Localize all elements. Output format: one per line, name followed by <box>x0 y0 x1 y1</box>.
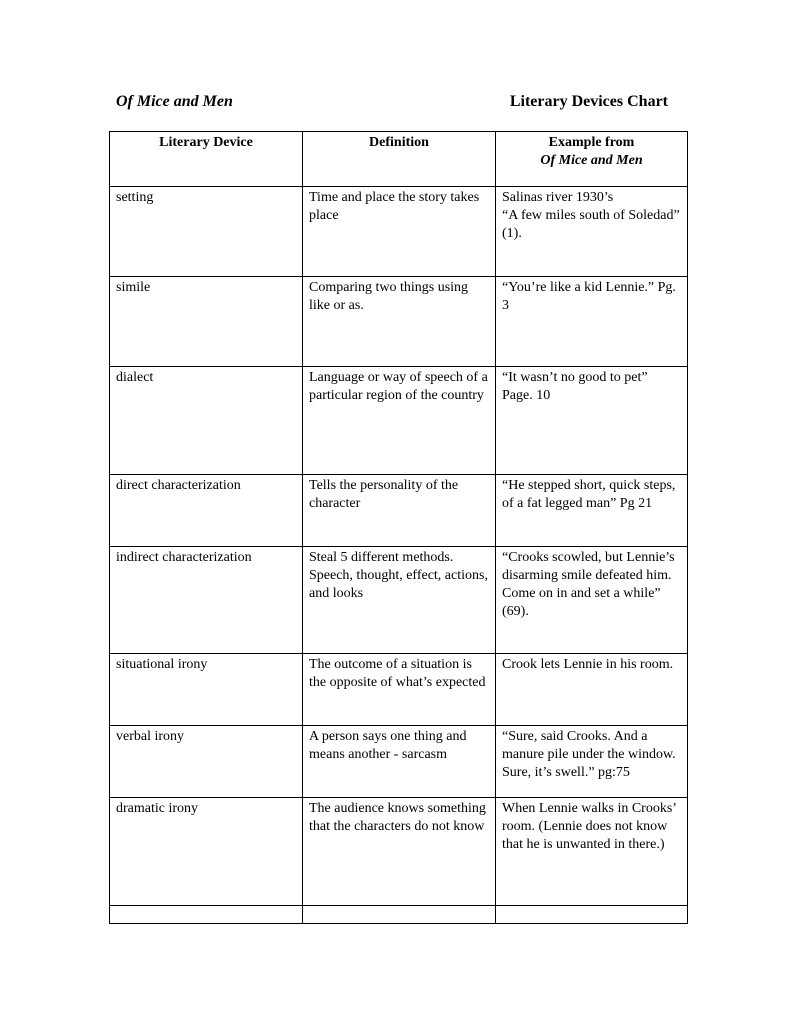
table-row <box>110 798 688 906</box>
table-row <box>110 475 688 547</box>
table-row <box>110 367 688 475</box>
device-cell: direct characterization <box>110 475 303 547</box>
column-header-example-line2: Of Mice and Men <box>540 153 643 168</box>
device-cell: dialect <box>110 367 303 475</box>
definition-cell: Language or way of speech of a particular region of the country <box>303 367 496 475</box>
device-cell: indirect characterization <box>110 547 303 654</box>
device-cell: verbal irony <box>110 726 303 798</box>
definition-cell: The audience knows something that the characters do not know <box>303 798 496 906</box>
device-cell <box>110 906 303 924</box>
example-cell: Crook lets Lennie in his room. <box>496 654 688 726</box>
definition-cell: A person says one thing and means another - sarcasm <box>303 726 496 798</box>
example-cell: When Lennie walks in Crooks’ room. (Lennie does not know that he is unwanted in there.) <box>496 798 688 906</box>
table-header-row <box>110 132 688 187</box>
column-header-example-line1: Example from <box>548 135 635 150</box>
definition-cell: Time and place the story takes place <box>303 187 496 277</box>
definition-cell: Comparing two things using like or as. <box>303 277 496 367</box>
table-row <box>110 726 688 798</box>
example-cell: “He stepped short, quick steps, of a fat legged man” Pg 21 <box>496 475 688 547</box>
device-cell: dramatic irony <box>110 798 303 906</box>
table-row <box>110 654 688 726</box>
table-row <box>110 547 688 654</box>
table-row <box>110 187 688 277</box>
document-title: Of Mice and Men <box>116 93 233 110</box>
chart-title: Literary Devices Chart <box>509 93 668 110</box>
definition-cell <box>303 906 496 924</box>
device-cell: situational irony <box>110 654 303 726</box>
example-cell: “It wasn’t no good to pet” Page. 10 <box>496 367 688 475</box>
definition-cell: Steal 5 different methods. Speech, thought, effect, actions, and looks <box>303 547 496 654</box>
definition-cell: Tells the personality of the character <box>303 475 496 547</box>
literary-devices-table <box>109 131 688 924</box>
device-cell: setting <box>110 187 303 277</box>
device-cell: simile <box>110 277 303 367</box>
column-header-definition: Definition <box>303 132 496 187</box>
definition-cell: The outcome of a situation is the opposite of what’s expected <box>303 654 496 726</box>
example-cell: “Crooks scowled, but Lennie’s disarming smile defeated him. Come on in and set a while” (69). <box>496 547 688 654</box>
example-cell: Salinas river 1930’s “A few miles south of Soledad” (1). <box>496 187 688 277</box>
example-cell: “Sure, said Crooks. And a manure pile under the window. Sure, it’s swell.” pg:75 <box>496 726 688 798</box>
example-cell: “You’re like a kid Lennie.” Pg. 3 <box>496 277 688 367</box>
column-header-device: Literary Device <box>110 132 303 187</box>
column-header-example <box>496 132 688 187</box>
table-row <box>110 277 688 367</box>
table-row <box>110 906 688 924</box>
example-cell <box>496 906 688 924</box>
